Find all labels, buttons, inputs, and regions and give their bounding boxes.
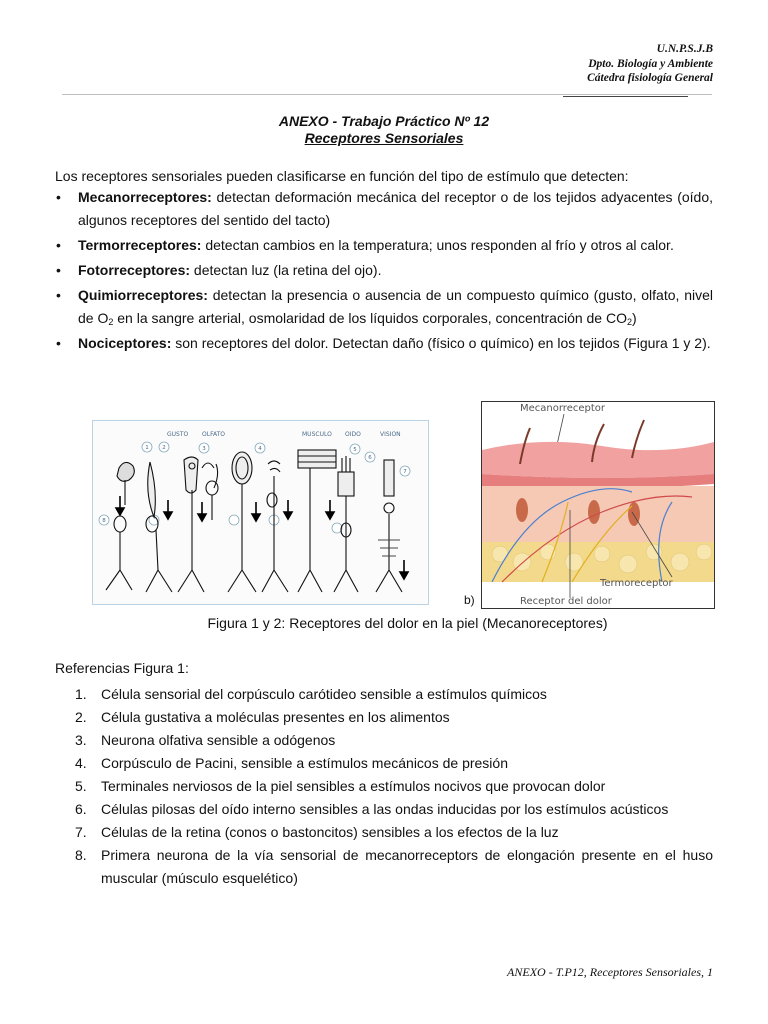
list-number: 6. bbox=[75, 801, 87, 817]
header-department: Dpto. Biología y Ambiente bbox=[588, 57, 713, 70]
title-line-2: Receptores Sensoriales bbox=[304, 130, 464, 146]
list-item bbox=[55, 752, 713, 775]
receptor-term: Nociceptores: bbox=[78, 335, 172, 351]
list-number: 2. bbox=[75, 709, 87, 725]
receptor-desc: detectan luz (la retina del ojo). bbox=[190, 262, 382, 278]
subscript: 2 bbox=[108, 317, 114, 327]
fig1-label-oido: OIDO bbox=[345, 431, 361, 438]
figure-1-sensory-cells bbox=[92, 420, 429, 605]
title-line-1: ANEXO - Trabajo Práctico Nº 12 bbox=[278, 113, 490, 129]
fig1-label-musculo: MUSCULO bbox=[302, 431, 332, 438]
fig1-num: 7 bbox=[403, 469, 407, 475]
subscript: 2 bbox=[627, 317, 633, 327]
receptor-list bbox=[55, 186, 713, 357]
receptor-desc: detectan cambios en la temperatura; unos responden al frío y otros al calor. bbox=[201, 237, 674, 253]
header-short-rule bbox=[563, 96, 688, 97]
list-item bbox=[55, 798, 713, 821]
receptor-desc-a: detectan la presencia o ausencia de un compuesto químico (gusto, olfato, nivel de O bbox=[78, 287, 713, 326]
fig2-label-mechanoreceptor: Mecanorreceptor bbox=[520, 403, 605, 414]
list-item bbox=[55, 683, 713, 706]
reference-text: Células pilosas del oído interno sensibles a las ondas inducidas por los estímulos acústicos bbox=[101, 801, 669, 817]
receptor-desc-c: ) bbox=[632, 310, 637, 326]
page-footer: ANEXO - T.P12, Receptores Sensoriales, 1 bbox=[507, 965, 713, 979]
fig1-num: 5 bbox=[353, 447, 357, 453]
fig1-num: 2 bbox=[162, 445, 166, 451]
reference-text: Células de la retina (conos o bastoncitos) sensibles a los efectos de la luz bbox=[101, 824, 559, 840]
references-list bbox=[55, 683, 713, 890]
receptor-term: Quimiorreceptores: bbox=[78, 287, 208, 303]
list-item bbox=[55, 234, 713, 257]
list-item bbox=[55, 821, 713, 844]
header-rule bbox=[62, 94, 712, 95]
figure-caption: Figura 1 y 2: Receptores del dolor en la piel (Mecanoreceptores) bbox=[207, 615, 608, 631]
reference-text: Terminales nerviosos de la piel sensibles a estímulos nocivos que provocan dolor bbox=[101, 778, 606, 794]
fig1-num: 4 bbox=[258, 446, 262, 452]
bullet-icon: • bbox=[56, 189, 61, 205]
header-chair: Cátedra fisiología General bbox=[587, 72, 713, 84]
bullet-icon: • bbox=[56, 237, 61, 253]
reference-text: Corpúsculo de Pacini, sensible a estímulos mecánicos de presión bbox=[101, 755, 508, 771]
receptor-desc-b: en la sangre arterial, osmolaridad de los líquidos corporales, concentración de CO bbox=[113, 310, 627, 326]
figure-2-panel-label: b) bbox=[464, 593, 475, 607]
list-item bbox=[55, 284, 713, 330]
institution-header bbox=[587, 42, 713, 86]
fig1-label-gusto: GUSTO bbox=[167, 431, 189, 438]
fig1-label-olfato: OLFATO bbox=[202, 431, 225, 438]
bullet-icon: • bbox=[56, 287, 61, 303]
list-item bbox=[55, 844, 713, 889]
fig2-label-thermoreceptor: Termoreceptor bbox=[600, 578, 673, 589]
fig1-num: 6 bbox=[368, 455, 372, 461]
list-number: 8. bbox=[75, 847, 87, 863]
list-number: 7. bbox=[75, 824, 87, 840]
fig1-label-vision: VISION bbox=[380, 431, 401, 438]
list-number: 1. bbox=[75, 686, 87, 702]
fig2-label-pain-receptor: Receptor del dolor bbox=[520, 596, 612, 607]
receptor-desc: detectan deformación mecánica del receptor o de los tejidos adyacentes (oído, algunos receptores del sentido del tacto) bbox=[78, 189, 713, 228]
header-university: U.N.P.S.J.B bbox=[656, 43, 713, 55]
list-number: 3. bbox=[75, 732, 87, 748]
reference-text: Célula sensorial del corpúsculo carótideo sensible a estímulos químicos bbox=[101, 686, 547, 702]
fig1-num: 1 bbox=[145, 445, 149, 451]
list-item bbox=[55, 706, 713, 729]
receptor-term: Mecanorreceptores: bbox=[78, 189, 212, 205]
receptor-term: Termorreceptores: bbox=[78, 237, 202, 253]
reference-text: Neurona olfativa sensible a odógenos bbox=[101, 732, 336, 748]
receptor-term: Fotorreceptores: bbox=[78, 262, 191, 278]
reference-text: Célula gustativa a moléculas presentes en los alimentos bbox=[101, 709, 450, 725]
list-item bbox=[55, 775, 713, 798]
document-title bbox=[0, 113, 768, 147]
fig1-num-circle bbox=[229, 515, 239, 525]
bullet-icon: • bbox=[56, 262, 61, 278]
list-item bbox=[55, 259, 713, 282]
fig1-num-circle bbox=[332, 523, 342, 533]
list-item bbox=[55, 729, 713, 752]
receptor-desc: son receptores del dolor. Detectan daño (físico o químico) en los tejidos (Figura 1 y 2). bbox=[171, 335, 711, 351]
figure-2-skin-section bbox=[481, 401, 715, 609]
intro-paragraph: Los receptores sensoriales pueden clasificarse en función del tipo de estímulo que detecten: bbox=[55, 168, 629, 184]
fig1-num: 3 bbox=[202, 446, 206, 452]
references-heading: Referencias Figura 1: bbox=[55, 660, 189, 676]
bullet-icon: • bbox=[56, 335, 61, 351]
list-item bbox=[55, 186, 713, 232]
list-number: 4. bbox=[75, 755, 87, 771]
reference-text: Primera neurona de la vía sensorial de mecanorreceptors de elongación presente en el huso muscular (músculo esquelético) bbox=[101, 847, 713, 886]
list-number: 5. bbox=[75, 778, 87, 794]
list-item bbox=[55, 332, 713, 355]
fig1-num: 8 bbox=[102, 518, 106, 524]
